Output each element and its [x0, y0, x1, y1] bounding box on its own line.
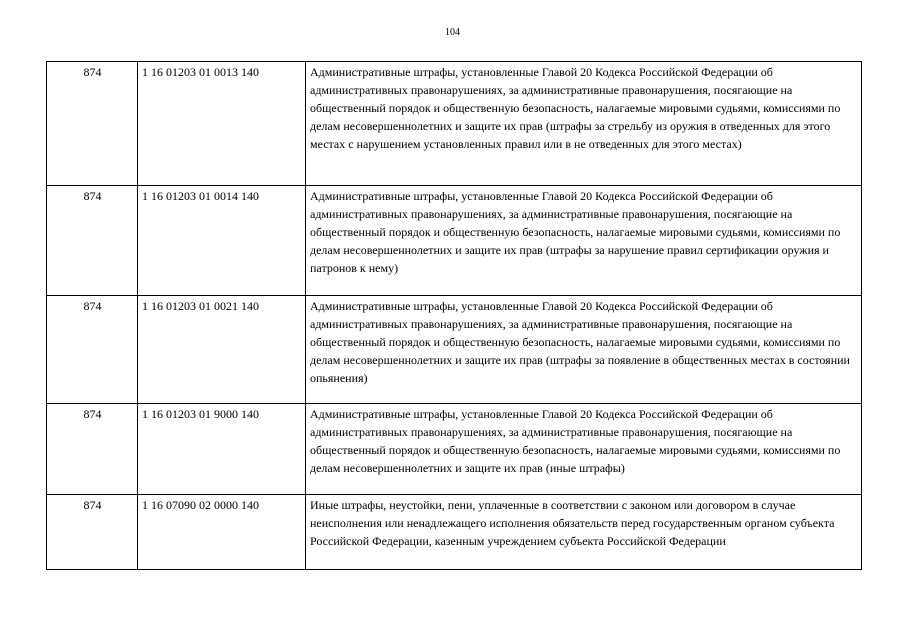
- description-cell: Административные штрафы, установленные Главой 20 Кодекса Российской Федерации об административных правонарушениях, за административные правонарушения, посягающие на общественный порядок и общественную безопасность, налагаемые мировыми судьями, комиссиями по делам несовершеннолетних и защите их прав (штрафы за появление в общественных местах в состоянии опьянения): [306, 296, 862, 404]
- table-row: [47, 62, 862, 186]
- kbk-code-cell: 1 16 07090 02 0000 140: [138, 495, 306, 570]
- admin-code-cell: 874: [47, 186, 138, 296]
- admin-code-cell: 874: [47, 62, 138, 186]
- kbk-code-cell: 1 16 01203 01 0013 140: [138, 62, 306, 186]
- description-cell: Иные штрафы, неустойки, пени, уплаченные в соответствии с законом или договором в случае неисполнения или ненадлежащего исполнения обязательств перед государственным органом субъекта Российской Федерации, казенным учреждением субъекта Российской Федерации: [306, 495, 862, 570]
- kbk-code-cell: 1 16 01203 01 9000 140: [138, 404, 306, 495]
- page-number: 104: [445, 27, 460, 38]
- description-cell: Административные штрафы, установленные Главой 20 Кодекса Российской Федерации об административных правонарушениях, за административные правонарушения, посягающие на общественный порядок и общественную безопасность, налагаемые мировыми судьями, комиссиями по делам несовершеннолетних и защите их прав (штрафы за стрельбу из оружия в отведенных для этого местах с нарушением установленных правил или в не отведенных для этого местах): [306, 62, 862, 186]
- admin-code-cell: 874: [47, 495, 138, 570]
- description-cell: Административные штрафы, установленные Главой 20 Кодекса Российской Федерации об административных правонарушениях, за административные правонарушения, посягающие на общественный порядок и общественную безопасность, налагаемые мировыми судьями, комиссиями по делам несовершеннолетних и защите их прав (штрафы за нарушение правил сертификации оружия и патронов к нему): [306, 186, 862, 296]
- admin-code-cell: 874: [47, 296, 138, 404]
- table-row: [47, 296, 862, 404]
- table-row: [47, 404, 862, 495]
- admin-code-cell: 874: [47, 404, 138, 495]
- revenue-codes-table: [46, 61, 862, 570]
- description-cell: Административные штрафы, установленные Главой 20 Кодекса Российской Федерации об административных правонарушениях, за административные правонарушения, посягающие на общественный порядок и общественную безопасность, налагаемые мировыми судьями, комиссиями по делам несовершеннолетних и защите их прав (иные штрафы): [306, 404, 862, 495]
- kbk-code-cell: 1 16 01203 01 0021 140: [138, 296, 306, 404]
- table-row: [47, 186, 862, 296]
- kbk-code-cell: 1 16 01203 01 0014 140: [138, 186, 306, 296]
- table-row: [47, 495, 862, 570]
